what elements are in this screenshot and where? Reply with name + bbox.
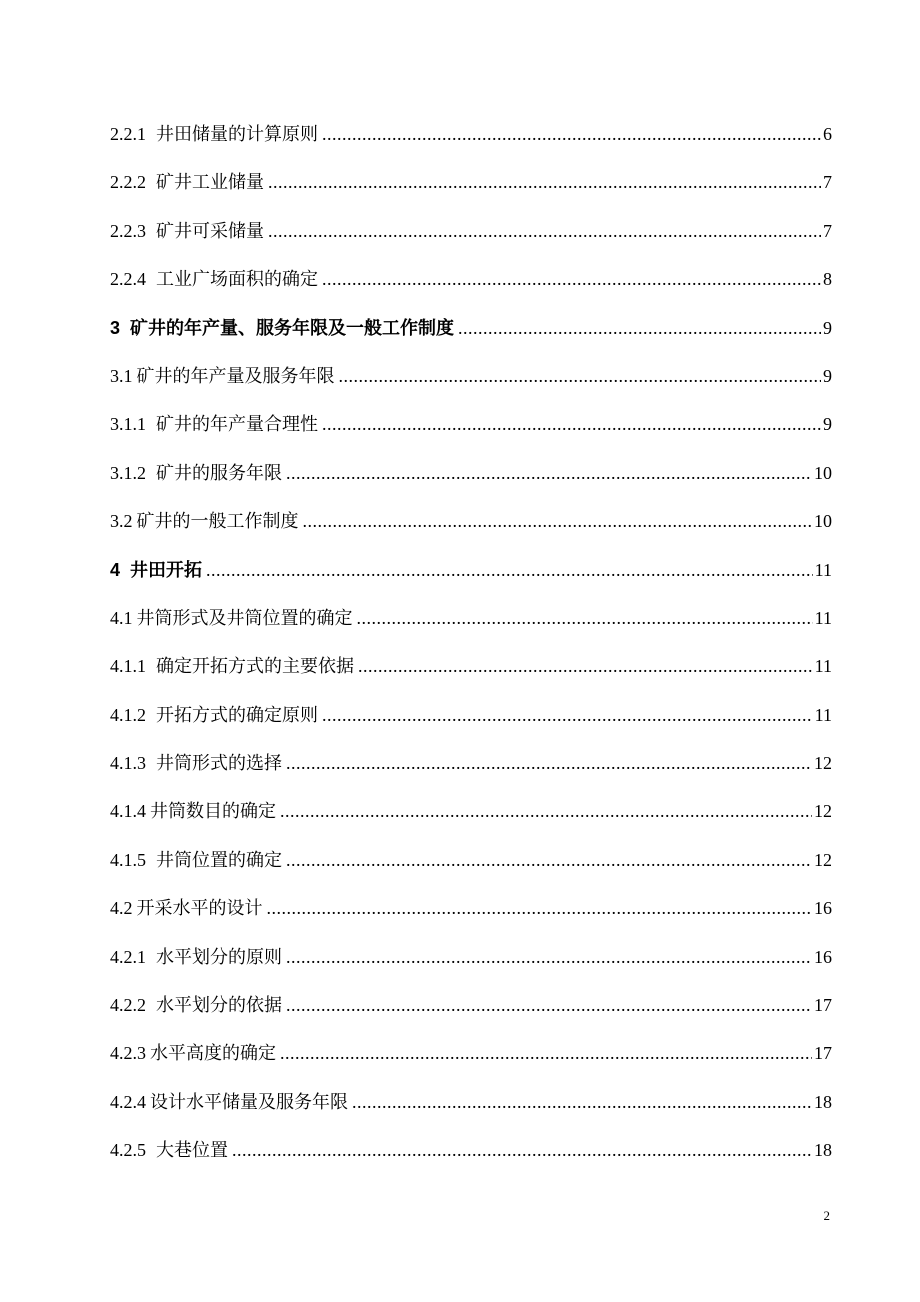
dot-leader <box>286 739 812 787</box>
entry-title: 工业广场面积的确定 <box>156 269 318 291</box>
entry-number: 4.1.4 <box>110 801 146 822</box>
entry-number: 4.1 <box>110 607 133 628</box>
entry-number: 4.1.2 <box>110 704 146 725</box>
entry-number: 4.1.3 <box>110 753 146 774</box>
dot-leader <box>322 110 821 158</box>
entry-page-number: 11 <box>814 656 832 677</box>
entry-title: 开拓方式的确定原则 <box>156 704 318 726</box>
toc-entry[interactable] <box>110 787 832 835</box>
entry-number: 4.2.5 <box>110 1140 146 1161</box>
entry-page-number: 11 <box>814 704 832 725</box>
dot-leader <box>322 400 821 448</box>
entry-page-number: 17 <box>814 995 832 1016</box>
entry-page-number: 7 <box>823 172 832 193</box>
entry-number: 4.2 <box>110 898 133 919</box>
entry-page-number: 11 <box>814 607 832 628</box>
dot-leader <box>352 1078 812 1126</box>
entry-number: 2.2.4 <box>110 269 146 290</box>
entry-title: 矿井的年产量及服务年限 <box>136 365 335 387</box>
toc-entry-section[interactable] <box>110 884 832 932</box>
entry-page-number: 9 <box>823 365 832 386</box>
entry-page-number: 12 <box>814 801 832 822</box>
dot-leader <box>280 787 812 835</box>
toc-entry-section[interactable] <box>110 352 832 400</box>
toc-entry-section[interactable] <box>110 497 832 545</box>
toc-entry[interactable] <box>110 255 832 303</box>
entry-number: 3.1.2 <box>110 462 146 483</box>
entry-title: 确定开拓方式的主要依据 <box>156 656 354 678</box>
toc-entry[interactable] <box>110 981 832 1029</box>
entry-title: 矿井的服务年限 <box>156 462 282 484</box>
dot-leader <box>206 546 813 594</box>
entry-page-number: 18 <box>814 1140 832 1161</box>
entry-page-number: 10 <box>814 462 832 483</box>
entry-title: 设计水平储量及服务年限 <box>150 1091 348 1113</box>
entry-page-number: 8 <box>823 269 832 290</box>
toc-entry[interactable] <box>110 1078 832 1126</box>
toc-entry-chapter[interactable] <box>110 304 832 352</box>
toc-entry[interactable] <box>110 400 832 448</box>
dot-leader <box>286 836 812 884</box>
entry-title: 矿井的一般工作制度 <box>136 511 299 533</box>
dot-leader <box>322 691 813 739</box>
entry-page-number: 12 <box>814 753 832 774</box>
dot-leader <box>286 981 812 1029</box>
entry-page-number: 16 <box>814 946 832 967</box>
entry-number: 4.2.1 <box>110 946 146 967</box>
entry-number: 4.1.5 <box>110 849 146 870</box>
dot-leader <box>303 497 813 545</box>
dot-leader <box>358 642 813 690</box>
entry-page-number: 16 <box>814 898 832 919</box>
entry-title: 井筒形式的选择 <box>156 753 282 775</box>
entry-title: 水平高度的确定 <box>150 1043 276 1065</box>
entry-number: 4.2.3 <box>110 1043 146 1064</box>
toc-entry[interactable] <box>110 1029 832 1077</box>
toc-entry[interactable] <box>110 691 832 739</box>
dot-leader <box>286 449 812 497</box>
entry-number: 3.1.1 <box>110 414 146 435</box>
entry-title: 开采水平的设计 <box>136 898 263 920</box>
entry-number: 2.2.1 <box>110 124 146 144</box>
toc-entry[interactable] <box>110 207 832 255</box>
entry-title: 矿井的年产量合理性 <box>156 414 318 436</box>
table-of-contents <box>110 110 832 1175</box>
entry-page-number: 10 <box>814 511 832 532</box>
entry-title: 矿井的年产量、服务年限及一般工作制度 <box>130 317 455 339</box>
entry-title: 井田储量的计算原则 <box>156 124 318 145</box>
entry-title: 井筒形式及井筒位置的确定 <box>136 607 353 629</box>
dot-leader <box>357 594 813 642</box>
entry-number: 3 <box>110 317 121 338</box>
dot-leader <box>268 158 821 206</box>
entry-page-number: 9 <box>823 414 832 435</box>
entry-page-number: 11 <box>814 559 832 580</box>
toc-entry[interactable] <box>110 1126 832 1174</box>
entry-number: 4.1.1 <box>110 656 146 677</box>
dot-leader <box>339 352 822 400</box>
dot-leader <box>322 255 821 303</box>
entry-title: 井筒位置的确定 <box>156 849 282 871</box>
dot-leader <box>232 1126 812 1174</box>
entry-number: 3.2 <box>110 511 133 532</box>
entry-page-number: 7 <box>823 220 832 241</box>
toc-entry[interactable] <box>110 933 832 981</box>
entry-page-number: 6 <box>823 124 832 144</box>
toc-entry[interactable] <box>110 642 832 690</box>
entry-title: 矿井工业储量 <box>156 172 264 194</box>
entry-title: 水平划分的依据 <box>156 995 282 1017</box>
toc-entry[interactable] <box>110 158 832 206</box>
entry-page-number: 9 <box>823 317 832 338</box>
entry-page-number: 17 <box>814 1043 832 1064</box>
dot-leader <box>286 933 812 981</box>
entry-page-number: 12 <box>814 849 832 870</box>
entry-number: 2.2.3 <box>110 220 146 241</box>
dot-leader <box>267 884 813 932</box>
entry-title: 井田开拓 <box>130 559 203 581</box>
toc-entry[interactable] <box>110 739 832 787</box>
toc-entry[interactable] <box>110 836 832 884</box>
entry-number: 3.1 <box>110 365 133 386</box>
entry-title: 井筒数目的确定 <box>150 801 276 823</box>
toc-entry[interactable] <box>110 110 832 158</box>
toc-entry-section[interactable] <box>110 594 832 642</box>
dot-leader <box>280 1029 812 1077</box>
entry-page-number: 18 <box>814 1091 832 1112</box>
toc-entry[interactable] <box>110 449 832 497</box>
toc-entry-chapter[interactable] <box>110 546 832 594</box>
page-number: 2 <box>823 1208 830 1223</box>
entry-number: 4 <box>110 559 121 580</box>
entry-title: 大巷位置 <box>156 1140 228 1162</box>
entry-title: 水平划分的原则 <box>156 946 282 968</box>
dot-leader <box>268 207 821 255</box>
dot-leader <box>458 304 821 352</box>
entry-title: 矿井可采储量 <box>156 220 264 242</box>
entry-number: 2.2.2 <box>110 172 146 193</box>
entry-number: 4.2.4 <box>110 1091 146 1112</box>
entry-number: 4.2.2 <box>110 995 146 1016</box>
